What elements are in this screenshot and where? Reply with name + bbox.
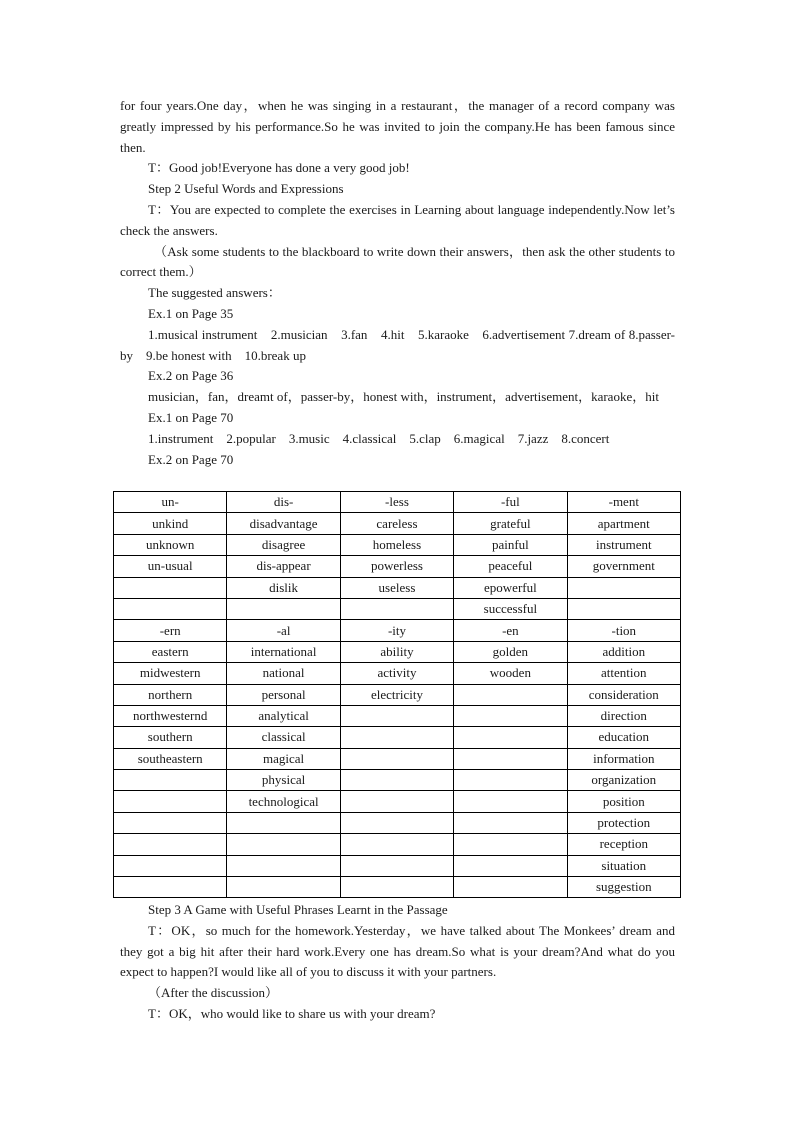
table-cell [454, 877, 567, 898]
table-cell: disadvantage [227, 513, 340, 534]
table-cell: dis-appear [227, 556, 340, 577]
table-cell [454, 748, 567, 769]
table-cell: -al [227, 620, 340, 641]
table-cell: epowerful [454, 577, 567, 598]
table-cell: dis- [227, 492, 340, 513]
classroom-note: （Ask some students to the blackboard to write down their answers，then ask the other students to correct them.） [120, 243, 675, 280]
table-cell: classical [227, 727, 340, 748]
table-cell [114, 855, 227, 876]
teacher-discussion-prompt: T：OK，so much for the homework.Yesterday，we have talked about The Monkees’ dream and they got a big hit after their hard work.Every one has dream.So what is your dream?And what do you expect to happen?I would like all of you to discuss it with your partners. [120, 922, 675, 980]
table-row [114, 641, 681, 662]
table-row [114, 770, 681, 791]
table-cell: technological [227, 791, 340, 812]
table-cell [340, 705, 453, 726]
table-row [114, 513, 681, 534]
table-row [114, 834, 681, 855]
table-cell: un- [114, 492, 227, 513]
table-row [114, 748, 681, 769]
table-cell: -less [340, 492, 453, 513]
table-cell: unknown [114, 534, 227, 555]
table-row [114, 855, 681, 876]
table-cell [454, 812, 567, 833]
table-cell [340, 727, 453, 748]
table-cell: grateful [454, 513, 567, 534]
teacher-praise: T：Good job!Everyone has done a very good job! [148, 160, 410, 176]
table-cell: -ful [454, 492, 567, 513]
table-cell [340, 855, 453, 876]
table-cell [454, 834, 567, 855]
table-cell: reception [567, 834, 680, 855]
table-cell: eastern [114, 641, 227, 662]
after-discussion-note: （After the discussion） [148, 985, 278, 1001]
paragraph-story: for four years.One day，when he was singing in a restaurant，the manager of a record company was greatly impressed by his performance.So he was invited to join the company.He has been famous since then. [120, 98, 675, 155]
table-cell: northern [114, 684, 227, 705]
table-cell: attention [567, 663, 680, 684]
table-cell: successful [454, 598, 567, 619]
table-cell [340, 877, 453, 898]
table-row [114, 705, 681, 726]
table-cell: powerless [340, 556, 453, 577]
table-cell [567, 577, 680, 598]
table-cell: activity [340, 663, 453, 684]
table-cell: protection [567, 812, 680, 833]
suffix-table [113, 491, 681, 898]
table-cell: -ity [340, 620, 453, 641]
table-cell [454, 855, 567, 876]
table-row [114, 577, 681, 598]
ex1-page35-answers: 1.musical instrument 2.musician 3.fan 4.hit 5.karaoke 6.advertisement 7.dream of 8.passer-by 9.be honest with 10.break up [120, 326, 675, 363]
teacher-share-question: T：OK，who would like to share us with your dream? [148, 1005, 436, 1021]
table-cell: -en [454, 620, 567, 641]
step-2-heading: Step 2 Useful Words and Expressions [148, 181, 344, 197]
ex2-page70-label: Ex.2 on Page 70 [148, 451, 234, 467]
table-cell: useless [340, 577, 453, 598]
ex1-page35-label: Ex.1 on Page 35 [148, 305, 234, 321]
table-cell: consideration [567, 684, 680, 705]
table-cell [340, 748, 453, 769]
table-cell [227, 812, 340, 833]
table-cell: personal [227, 684, 340, 705]
table-cell: ability [340, 641, 453, 662]
table-cell [114, 791, 227, 812]
table-cell [227, 598, 340, 619]
table-row [114, 534, 681, 555]
table-cell: wooden [454, 663, 567, 684]
table-row [114, 663, 681, 684]
table-cell [340, 834, 453, 855]
table-cell: organization [567, 770, 680, 791]
table-cell: education [567, 727, 680, 748]
suggested-answers-label: The suggested answers： [148, 285, 281, 301]
table-header-row [114, 620, 681, 641]
table-cell [340, 812, 453, 833]
table-row [114, 812, 681, 833]
table-row [114, 684, 681, 705]
table-cell [227, 877, 340, 898]
table-cell [340, 791, 453, 812]
table-cell: direction [567, 705, 680, 726]
table-cell: -ern [114, 620, 227, 641]
table-row [114, 877, 681, 898]
table-cell: -ment [567, 492, 680, 513]
table-cell [454, 791, 567, 812]
table-cell [340, 598, 453, 619]
outro-section [120, 900, 675, 1025]
table-cell: government [567, 556, 680, 577]
table-cell: unkind [114, 513, 227, 534]
table-cell: disagree [227, 534, 340, 555]
table-cell: careless [340, 513, 453, 534]
intro-section [120, 96, 675, 470]
table-cell [114, 577, 227, 598]
table-cell: electricity [340, 684, 453, 705]
table-cell [454, 770, 567, 791]
table-cell: dislik [227, 577, 340, 598]
table-cell: international [227, 641, 340, 662]
table-cell [114, 812, 227, 833]
table-cell: situation [567, 855, 680, 876]
table-cell: instrument [567, 534, 680, 555]
teacher-instruction: T：You are expected to complete the exercises in Learning about language independently.Now let’s check the answers. [120, 201, 675, 238]
table-cell [227, 855, 340, 876]
table-row [114, 598, 681, 619]
table-cell: analytical [227, 705, 340, 726]
step-3-heading: Step 3 A Game with Useful Phrases Learnt in the Passage [148, 902, 448, 917]
table-cell [567, 598, 680, 619]
table-cell: painful [454, 534, 567, 555]
table-cell [454, 705, 567, 726]
table-cell: peaceful [454, 556, 567, 577]
table-cell [114, 770, 227, 791]
table-cell [454, 684, 567, 705]
table-cell [114, 598, 227, 619]
table-cell: magical [227, 748, 340, 769]
table-cell [454, 727, 567, 748]
table-cell: suggestion [567, 877, 680, 898]
table-cell [114, 877, 227, 898]
ex1-page70-answers: 1.instrument 2.popular 3.music 4.classical 5.clap 6.magical 7.jazz 8.concert [148, 430, 610, 446]
table-cell: un-usual [114, 556, 227, 577]
ex2-page36-label: Ex.2 on Page 36 [148, 368, 234, 384]
ex1-page70-label: Ex.1 on Page 70 [148, 409, 234, 425]
table-cell: homeless [340, 534, 453, 555]
table-row [114, 791, 681, 812]
table-cell [227, 834, 340, 855]
table-cell: golden [454, 641, 567, 662]
table-cell: position [567, 791, 680, 812]
table-cell: -tion [567, 620, 680, 641]
table-row [114, 556, 681, 577]
table-cell: apartment [567, 513, 680, 534]
table-cell: addition [567, 641, 680, 662]
table-header-row [114, 492, 681, 513]
table-cell: information [567, 748, 680, 769]
ex2-page36-answers: musician，fan，dreamt of，passer-by，honest with，instrument，advertisement，karaoke，hit [148, 389, 659, 405]
table-cell: southern [114, 727, 227, 748]
table-cell: midwestern [114, 663, 227, 684]
table-cell: northwesternd [114, 705, 227, 726]
table-cell: national [227, 663, 340, 684]
table-cell: southeastern [114, 748, 227, 769]
table-cell: physical [227, 770, 340, 791]
table-row [114, 727, 681, 748]
table-cell [340, 770, 453, 791]
table-cell [114, 834, 227, 855]
